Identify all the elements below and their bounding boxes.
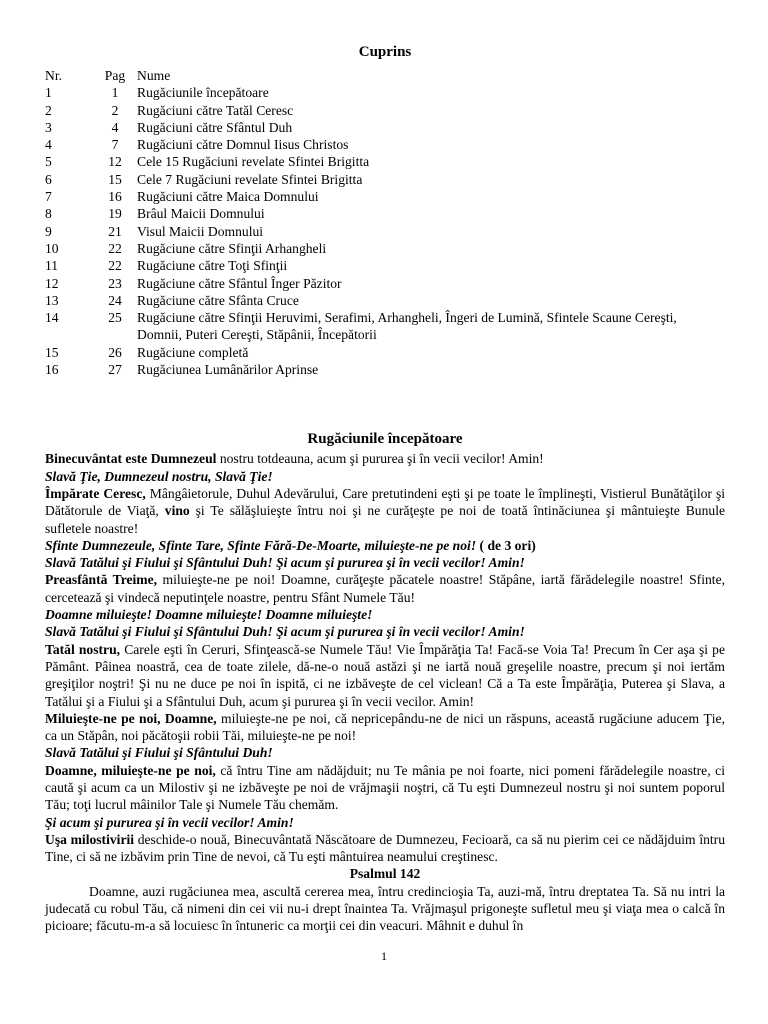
- paragraph: Slavă Ţie, Dumnezeul nostru, Slavă Ţie!: [45, 468, 273, 484]
- toc-name: Rugăciune către Sfântul Înger Păzitor: [137, 275, 342, 291]
- bold-word: vino: [164, 503, 190, 519]
- bold-lead: Doamne, miluieşte-ne pe noi,: [45, 762, 216, 778]
- paragraph: [45, 537, 725, 554]
- toc-page: 4: [111, 119, 119, 135]
- toc-row: [45, 188, 725, 205]
- paragraph: [45, 831, 725, 866]
- toc-name: Visul Maicii Domnului: [137, 223, 264, 239]
- bold-lead: Tatăl nostru,: [45, 641, 121, 657]
- toc-page: 22: [108, 258, 122, 274]
- document-page: [45, 44, 725, 935]
- text: şi Te sălăşluieşte întru noi şi ne curăţeşte pe noi de toată întinăciunea şi mântuieşte Bunule sufletele noastre!: [45, 503, 726, 536]
- toc-nr: 15: [45, 344, 59, 360]
- toc-nr: 1: [45, 85, 52, 101]
- toc-nr: 12: [45, 275, 59, 291]
- bold-lead: Miluieşte-ne pe noi, Doamne,: [45, 710, 217, 726]
- toc-nr: 8: [45, 206, 52, 222]
- toc-header-nume: Nume: [137, 68, 171, 83]
- paragraph: [45, 762, 725, 814]
- toc-header-nr: Nr.: [45, 68, 62, 83]
- toc-name: Rugăciunea Lumânărilor Aprinse: [137, 362, 319, 378]
- paragraph: Slavă Tatălui şi Fiului şi Sfântului Duh! Şi acum şi pururea şi în vecii vecilor! Amin!: [45, 555, 525, 571]
- toc-row: [45, 361, 725, 378]
- toc-header-pag: Pag: [104, 68, 126, 83]
- toc-page: 16: [108, 189, 122, 205]
- psalm-text: Doamne, auzi rugăciunea mea, ascultă cererea mea, întru credincioşia Ta, auzi-mă, întru dreptatea Ta. Să nu intri la judecată cu robul Tău, că nimeni din cei vii nu-i drept înaintea Ta. Vrăjmaşul prigoneşte sufletul meu şi viaţa mea o calcă în picioare; făcutu-m-a să locuiesc în întuneric ca morţii cei din veacuri. Mâhnit e duhul în: [45, 883, 725, 934]
- toc-name: Rugăciune către Sfânta Cruce: [137, 292, 299, 308]
- toc-page: 12: [108, 154, 122, 170]
- toc-row: [45, 84, 725, 101]
- toc-page: 21: [108, 223, 122, 239]
- toc-page: 26: [108, 344, 122, 360]
- toc-row: [45, 257, 725, 274]
- paragraph: [45, 641, 725, 710]
- paragraph: [45, 710, 725, 745]
- text: miluieşte-ne pe noi, că nepricepându-ne de nici un răspuns, această rugăciune aducem Ţie, ca un Stăpân, noi păcătoşii robii Tăi, miluieşte-ne pe noi!: [45, 710, 725, 744]
- psalm-title: Psalmul 142: [349, 866, 421, 882]
- toc-nr: 14: [45, 310, 59, 326]
- toc-header-row: [45, 67, 725, 84]
- toc-page: 7: [111, 137, 119, 153]
- page-number: 1: [381, 949, 387, 963]
- toc-name: Rugăciunile începătoare: [137, 85, 269, 101]
- section-title: Rugăciunile începătoare: [307, 431, 463, 448]
- toc-name: Rugăciuni către Domnul Iisus Christos: [137, 137, 349, 153]
- text: deschide-o nouă, Binecuvântată Născătoare de Dumnezeu, Fecioară, ca să nu pierim cei ce nădăjduim întru Tine, ci să ne izbăvim prin Tine de nevoi, că Tu eşti mântuirea neamului creştinesc.: [45, 831, 725, 865]
- toc-name: Rugăciuni către Sfântul Duh: [137, 119, 293, 135]
- toc-page: 15: [108, 171, 122, 187]
- toc-nr: 5: [45, 154, 52, 170]
- toc-name: Cele 7 Rugăciuni revelate Sfintei Brigitta: [137, 171, 363, 187]
- text: Carele eşti în Ceruri, Sfinţească-se Numele Tău! Vie Împărăţia Ta! Facă-se Voia Ta! Precum în Cer aşa şi pe Pământ. Pâinea noastră, cea de toate zilele, dă-ne-o nouă astăzi şi ne iartă nouă greşelile noastre, precum şi noi iertăm greşiţilor noştri! Şi nu ne duce pe noi în ispită, ci ne izbăveşte de cel viclean! Că a Ta este Împărăţia, Puterea şi Slava, a Tatălui şi a Fiului şi a Sfântului Duh, acum şi pururea şi în vecii vecilor. Amin!: [45, 641, 726, 709]
- toc-nr: 11: [45, 258, 59, 274]
- toc-table: [45, 67, 725, 378]
- toc-page: 22: [108, 240, 122, 256]
- toc-row: [45, 171, 725, 188]
- toc-nr: 10: [45, 240, 59, 256]
- toc-name: Rugăciuni către Maica Domnului: [137, 189, 319, 205]
- toc-row: [45, 240, 725, 257]
- text: nostru totdeauna, acum şi pururea şi în vecii vecilor! Amin!: [216, 451, 544, 467]
- toc-nr: 3: [45, 119, 52, 135]
- bold-note: ( de 3 ori): [476, 537, 536, 553]
- paragraph: [45, 450, 725, 467]
- toc-title: Cuprins: [358, 44, 412, 60]
- toc-row: [45, 119, 725, 136]
- toc-page: 23: [108, 275, 122, 291]
- toc-row: [45, 344, 725, 361]
- toc-name: Cele 15 Rugăciuni revelate Sfintei Brigitta: [137, 154, 370, 170]
- paragraph: Slavă Tatălui şi Fiului şi Sfântului Duh!: [45, 745, 273, 761]
- toc-row: [45, 292, 725, 309]
- paragraph: Doamne miluieşte! Doamne miluieşte! Doamne miluieşte!: [45, 607, 373, 623]
- paragraph: [45, 571, 725, 606]
- bold-lead: Preasfântă Treime,: [45, 572, 158, 588]
- text: Mângâietorule, Duhul Adevărului, Care pretutindeni eşti şi pe toate le împlineşti, Vistierul Bunătăţilor şi Dătătorule de Viaţă,: [45, 485, 726, 519]
- toc-page: 24: [108, 292, 122, 308]
- toc-page: 1: [111, 85, 119, 101]
- toc-row: [45, 136, 725, 153]
- paragraph: [45, 485, 725, 537]
- toc-name: Rugăciuni către Tatăl Ceresc: [137, 102, 294, 118]
- toc-nr: 2: [45, 102, 52, 118]
- bold-lead: Uşa milostivirii: [45, 831, 135, 847]
- toc-nr: 6: [45, 171, 52, 187]
- toc-row: [45, 205, 725, 222]
- bold-lead: Împărate Ceresc,: [45, 485, 146, 501]
- toc-page: 2: [111, 102, 119, 118]
- toc-row: [45, 102, 725, 119]
- toc-name: Rugăciune către Sfinţii Heruvimi, Serafimi, Arhangheli, Îngeri de Lumină, Sfintele Scaune Cereşti, Domnii, Puteri Cereşti, Stăpânii, Începătorii: [137, 310, 677, 343]
- text: că întru Tine am nădăjduit; nu Te mânia pe noi foarte, nici pomeni fărădelegile noastre, ci caută şi acum ca un Milostiv şi ne izbăveşte pe noi de vrăjmaşii noştri, că Tu eşti Dumnezeul nostru şi noi suntem poporul Tău; toţi lucrul mâinilor Tale şi Numele Tău chemăm.: [45, 762, 725, 813]
- toc-page: 19: [108, 206, 122, 222]
- paragraph: Slavă Tatălui şi Fiului şi Sfântului Duh! Şi acum şi pururea şi în vecii vecilor! Amin!: [45, 624, 525, 640]
- toc-name: Rugăciune către Toţi Sfinţii: [137, 258, 288, 274]
- toc-nr: 4: [45, 137, 52, 153]
- bold-italic-text: Sfinte Dumnezeule, Sfinte Tare, Sfinte Fără-De-Moarte, miluieşte-ne pe noi!: [45, 537, 477, 553]
- toc-nr: 16: [45, 362, 59, 378]
- toc-nr: 9: [45, 223, 52, 239]
- toc-row: [45, 275, 725, 292]
- bold-lead: Binecuvântat este Dumnezeul: [45, 451, 217, 467]
- paragraph: Şi acum şi pururea şi în vecii vecilor! Amin!: [45, 814, 294, 830]
- toc-nr: 7: [45, 189, 52, 205]
- toc-page: 27: [108, 362, 122, 378]
- toc-page: 25: [108, 310, 122, 326]
- toc-name: Brâul Maicii Domnului: [137, 206, 265, 222]
- toc-name: Rugăciune către Sfinţii Arhangheli: [137, 240, 327, 256]
- text: miluieşte-ne pe noi! Doamne, curăţeşte păcatele noastre! Stăpâne, iartă fărădelegile noastre! Sfinte, cercetează şi vindecă neputinţele noastre, pentru Sfânt Numele Tău!: [45, 572, 725, 605]
- prayer-text: [45, 450, 725, 934]
- toc-row: [45, 309, 725, 344]
- toc-row: [45, 223, 725, 240]
- toc-row: [45, 153, 725, 170]
- toc-name: Rugăciune completă: [137, 344, 249, 360]
- toc-nr: 13: [45, 292, 59, 308]
